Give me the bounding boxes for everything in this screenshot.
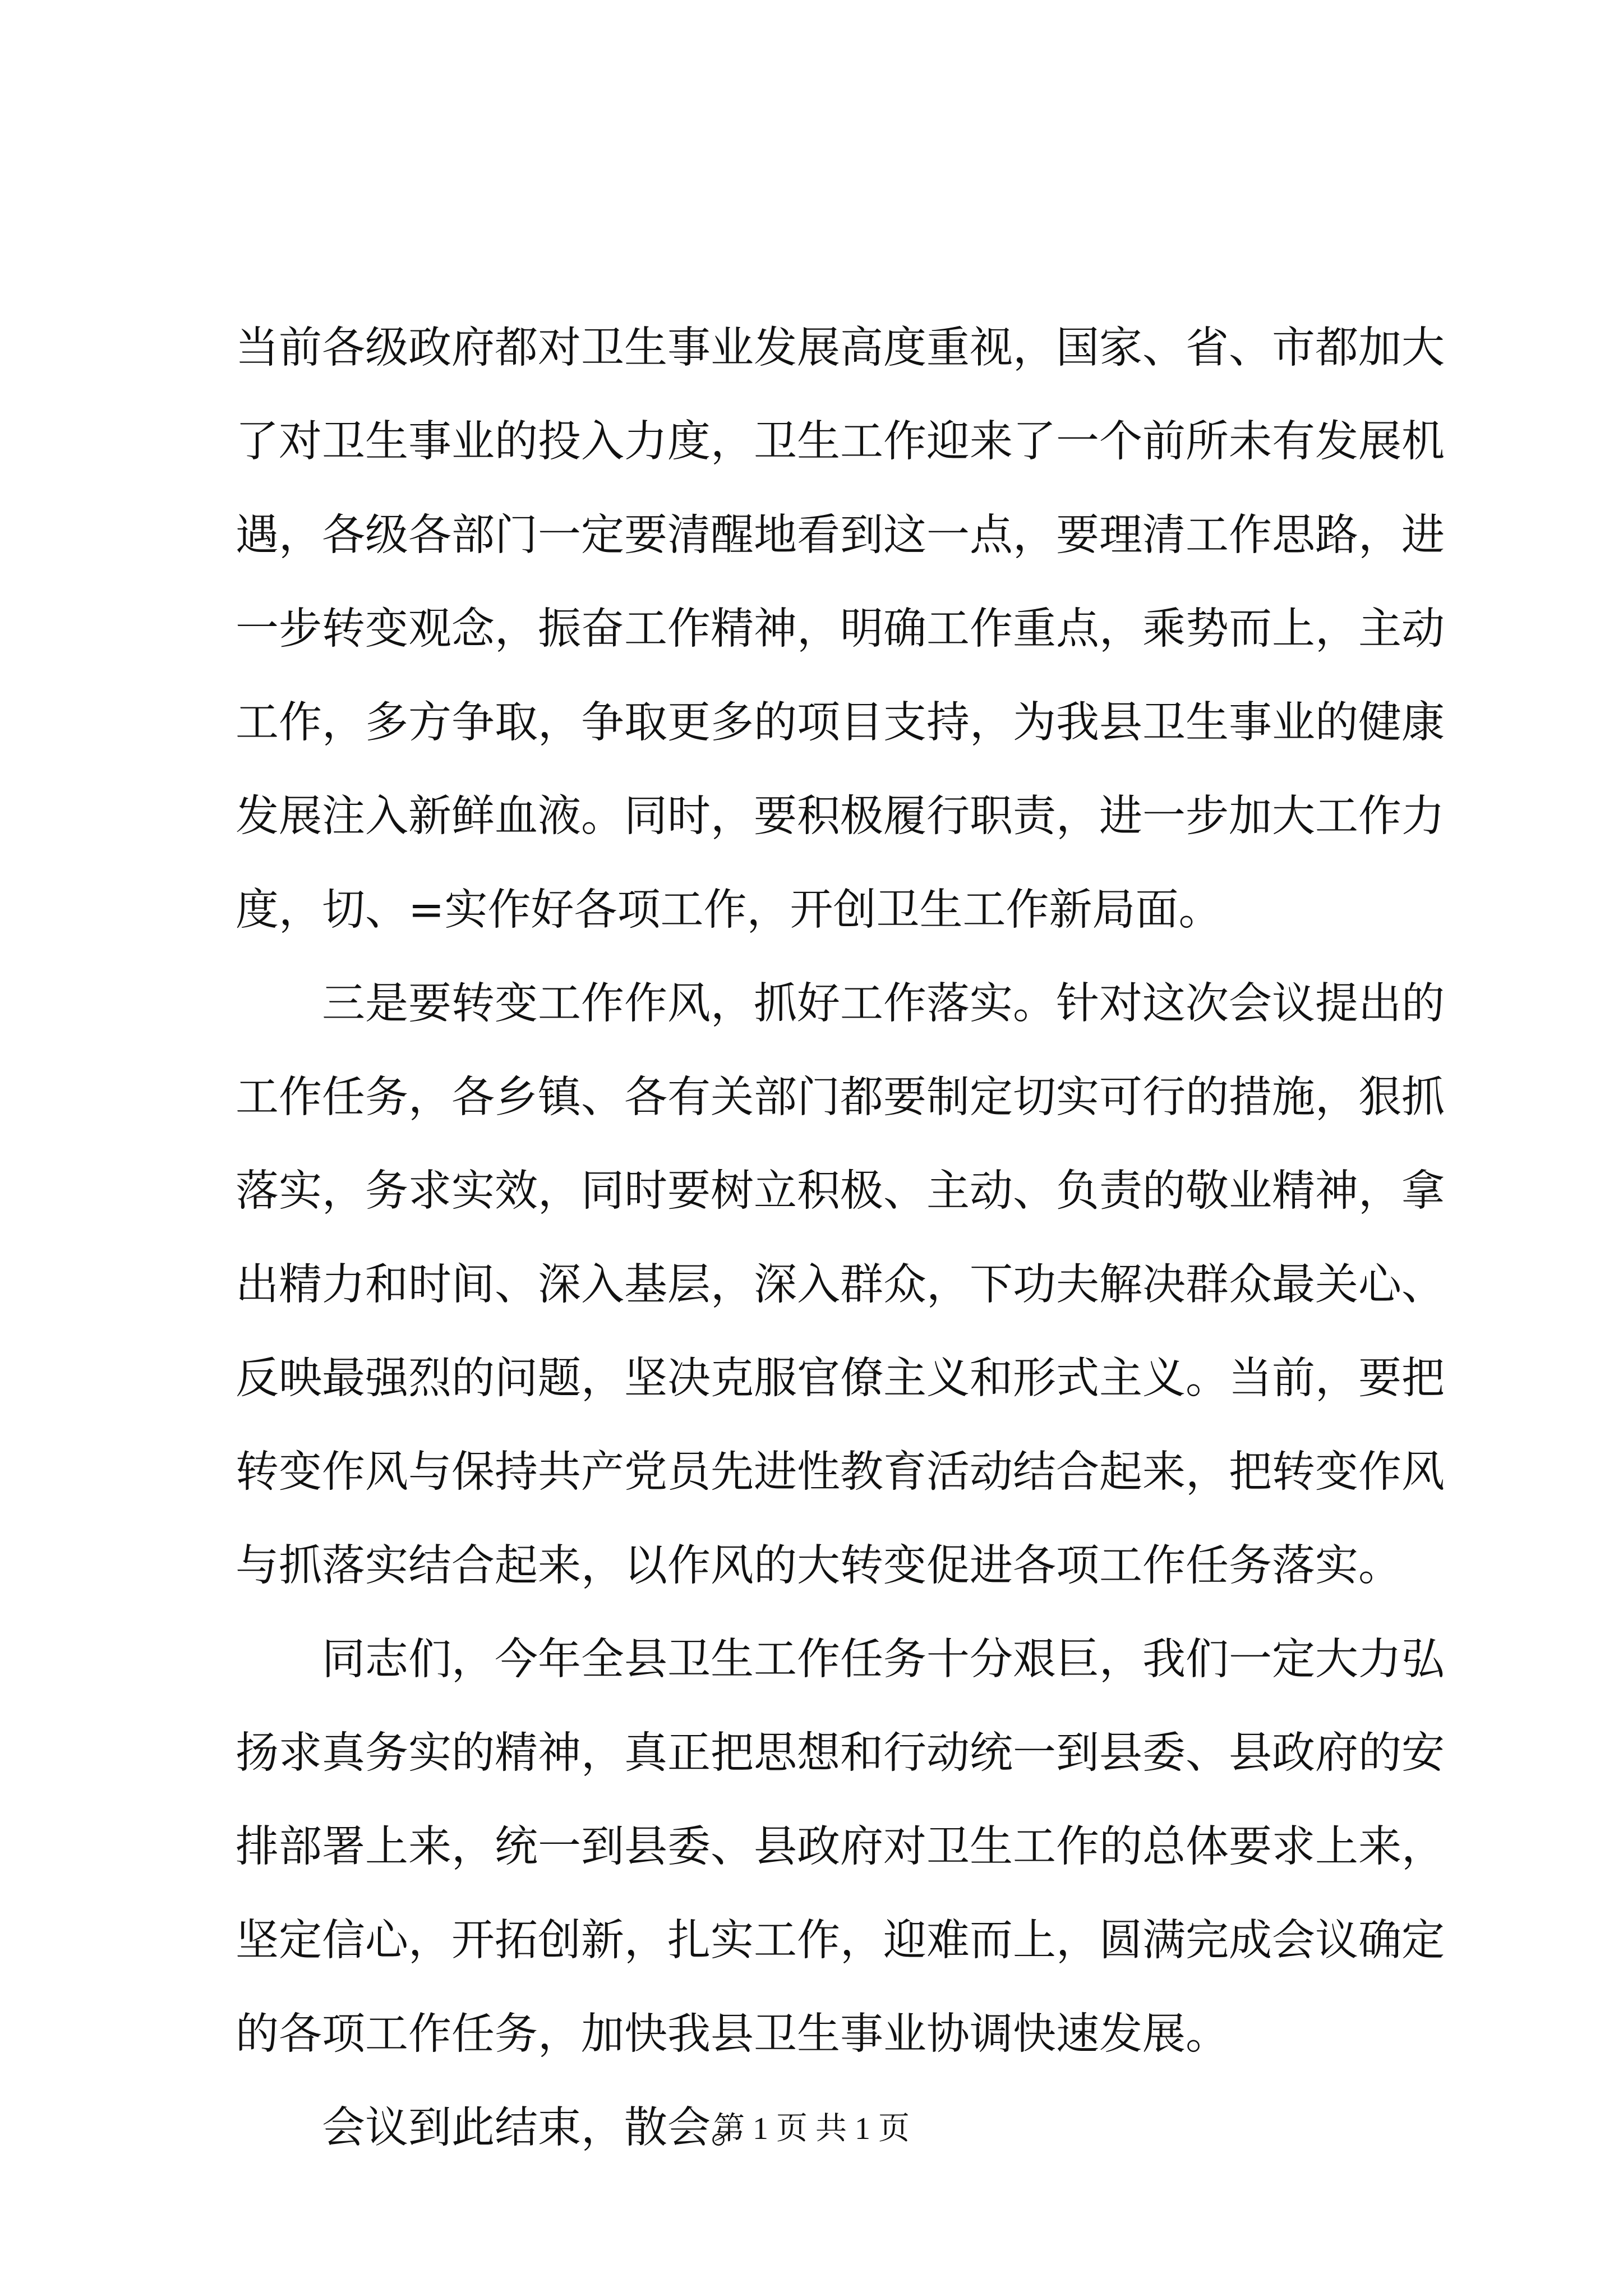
text-line: 出精力和时间、深入基层，深入群众，下功夫解决群众最关心、 [236, 1260, 1445, 1310]
text-line: 与抓落实结合起来，以作风的大转变促进各项工作任务落实。 [236, 1541, 1401, 1591]
paragraph-2 [236, 957, 1445, 1613]
paragraph-1 [236, 301, 1445, 957]
text-line: 排部署上来，统一到县委、县政府对卫生工作的总体要求上来， [236, 1822, 1445, 1872]
text-line: 扬求真务实的精神，真正把思想和行动统一到县委、县政府的安 [236, 1728, 1445, 1778]
text-line: 工作任务，各乡镇、各有关部门都要制定切实可行的措施，狠抓 [236, 1073, 1445, 1122]
text-line: 度，切、=实作好各项工作，开创卫生工作新局面。 [236, 885, 1222, 935]
text-line: 了对卫生事业的投入力度，卫生工作迎来了一个前所未有发展机 [236, 417, 1445, 467]
document-body [236, 301, 1445, 2175]
text-line: 坚定信心，开拓创新，扎实工作，迎难而上，圆满完成会议确定 [236, 1916, 1445, 1966]
text-line: 发展注入新鲜血液。同时，要积极履行职责，进一步加大工作力 [236, 792, 1445, 841]
text-line: 工作，多方争取，争取更多的项目支持，为我县卫生事业的健康 [236, 698, 1445, 748]
text-line: 当前各级政府都对卫生事业发展高度重视，国家、省、市都加大 [236, 323, 1445, 373]
text-line: 会议到此结束，散会。 [322, 2103, 754, 2153]
text-line: 落实，务求实效，同时要树立积极、主动、负责的敬业精神，拿 [236, 1166, 1445, 1216]
text-line: 三是要转变工作作风，抓好工作落实。针对这次会议提出的 [322, 979, 1445, 1029]
text-line: 转变作风与保持共产党员先进性教育活动结合起来，把转变作风 [236, 1447, 1445, 1497]
text-line: 同志们，今年全县卫生工作任务十分艰巨，我们一定大力弘 [322, 1635, 1445, 1685]
text-line: 反映最强烈的问题，坚决克服官僚主义和形式主义。当前，要把 [236, 1354, 1445, 1404]
text-line: 遇，各级各部门一定要清醒地看到这一点，要理清工作思路，进 [236, 510, 1445, 560]
text-line: 的各项工作任务，加快我县卫生事业协调快速发展。 [236, 2009, 1229, 2059]
text-line: 一步转变观念，振奋工作精神，明确工作重点，乘势而上，主动 [236, 604, 1445, 654]
paragraph-3 [236, 1613, 1445, 2081]
page-footer: 第 1 页 共 1 页 [713, 2111, 910, 2146]
